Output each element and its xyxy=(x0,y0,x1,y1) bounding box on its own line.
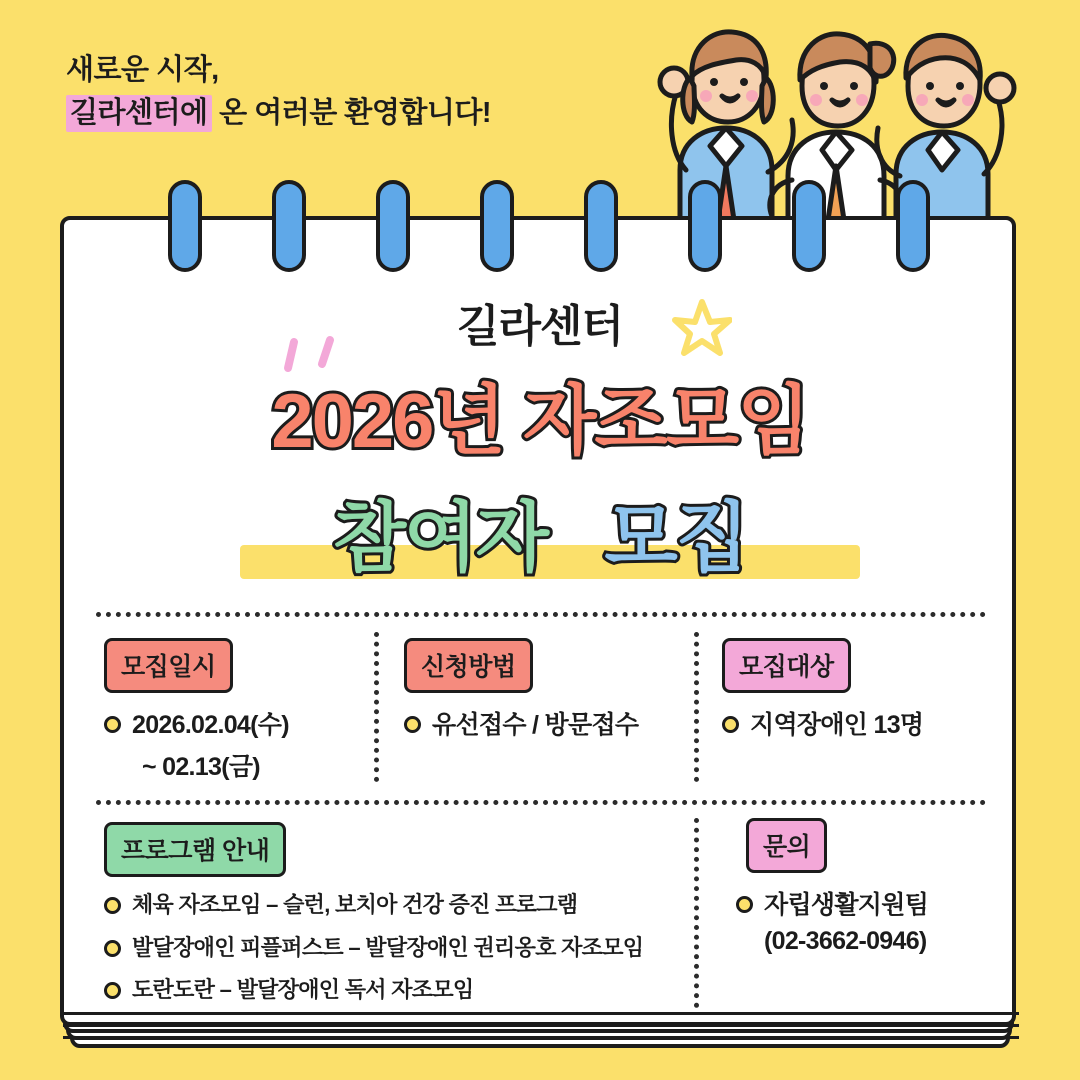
list-item-subtext: ~ 02.13(금) xyxy=(142,752,260,781)
list-item xyxy=(404,709,694,743)
title-big-2-green: 참여자 xyxy=(332,496,548,581)
list-item-text: 유선접수 / 방문접수 xyxy=(432,711,639,739)
bullet-dot-icon xyxy=(736,896,753,913)
divider-vertical-2 xyxy=(694,632,699,782)
title-small: 길라센터 xyxy=(456,302,623,351)
ring-3 xyxy=(376,180,410,272)
title-big-2-blue: 모집 xyxy=(604,496,748,581)
ring-4 xyxy=(480,180,514,272)
header-highlight: 길라센터에 xyxy=(66,95,212,132)
ring-1 xyxy=(168,180,202,272)
ring-6 xyxy=(688,180,722,272)
list-item xyxy=(736,889,996,923)
bullet-dot-icon xyxy=(104,982,121,999)
bullet-dot-icon xyxy=(404,716,421,733)
ring-7 xyxy=(792,180,826,272)
bullet-dot-icon xyxy=(104,897,121,914)
title-big-1: 2026년 자조모임 xyxy=(271,379,809,464)
bullet-dot-icon xyxy=(104,716,121,733)
tag-wrap xyxy=(722,638,992,693)
ring-8 xyxy=(896,180,930,272)
info-block-recruit-date xyxy=(104,638,374,783)
list-item-text: 도란도란 – 발달장애인 독서 자조모임 xyxy=(132,977,474,1003)
list-item-text: 체육 자조모임 – 슬런, 보치아 건강 증진 프로그램 xyxy=(132,892,578,917)
divider-top xyxy=(96,612,986,617)
tag-wrap xyxy=(104,638,374,693)
list-item-text: 발달장애인 피플퍼스트 – 발달장애인 권리옹호 자조모임 xyxy=(132,934,644,960)
list-item-text: 2026.02.04(수) xyxy=(132,711,289,739)
list-item xyxy=(722,709,992,743)
list-item-text: 자립생활지원팀 xyxy=(764,891,929,919)
tag-label-contact: 문의 xyxy=(746,818,827,873)
divider-vertical-1 xyxy=(374,632,379,782)
tag-label-recruit-date: 모집일시 xyxy=(104,638,233,693)
contact-phone-number: (02-3662-0946) xyxy=(764,926,927,955)
header-line-1: 새로운 시작, xyxy=(66,54,219,86)
info-block-target xyxy=(722,638,992,743)
poster-header xyxy=(66,52,666,132)
bullet-dot-icon xyxy=(104,940,121,957)
info-block-programs xyxy=(104,822,684,1005)
ring-5 xyxy=(584,180,618,272)
divider-middle xyxy=(96,800,986,805)
info-block-contact xyxy=(736,818,996,956)
tag-label-target: 모집대상 xyxy=(722,638,851,693)
tag-label-apply-method: 신청방법 xyxy=(404,638,533,693)
poster-title xyxy=(0,290,1080,586)
spiral-rings xyxy=(60,180,1020,290)
tag-wrap xyxy=(736,818,996,873)
list-item-text: 지역장애인 13명 xyxy=(750,711,924,739)
title-big-2 xyxy=(333,477,747,586)
divider-vertical-3 xyxy=(694,818,699,1008)
header-line-2-rest: 온 여러분 환영합니다! xyxy=(211,97,492,130)
list-item xyxy=(104,933,684,963)
list-item xyxy=(104,975,684,1005)
info-block-apply-method xyxy=(404,638,694,743)
ring-2 xyxy=(272,180,306,272)
page-line-3 xyxy=(63,1036,1019,1039)
list-item xyxy=(104,890,684,920)
tag-wrap xyxy=(404,638,694,693)
page-bottom-lines xyxy=(63,1012,1019,1048)
tag-wrap xyxy=(104,822,684,877)
page-line-2 xyxy=(63,1024,1019,1027)
tag-label-programs: 프로그램 안내 xyxy=(104,822,286,877)
bullet-dot-icon xyxy=(722,716,739,733)
page-line-1 xyxy=(63,1012,1019,1015)
list-item xyxy=(104,709,374,743)
header-line-2 xyxy=(66,95,666,131)
